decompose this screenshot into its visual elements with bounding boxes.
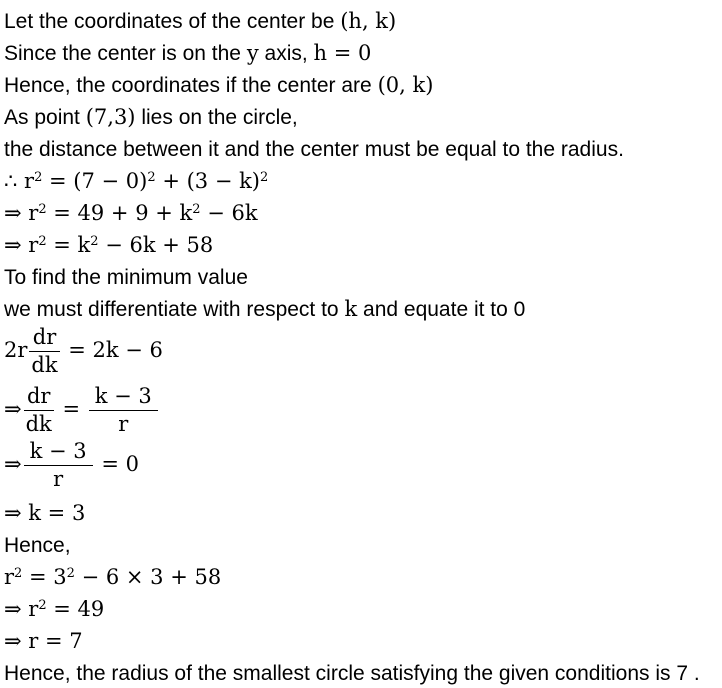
math-expression: (7,3): [85, 105, 136, 129]
line-distance-equals-radius: [4, 139, 624, 160]
text: and equate it to 0: [357, 298, 526, 321]
fraction-denominator: dk: [25, 412, 52, 436]
text: lies on the circle,: [135, 106, 298, 129]
line-center-on-y-axis: [4, 43, 371, 64]
math: ⇒: [4, 452, 22, 476]
equation-r-value: [4, 631, 83, 652]
math: = (7 − 0): [42, 169, 148, 193]
line-point-on-circle: [4, 107, 298, 128]
line-conclusion: [4, 663, 700, 684]
fraction-denominator: r: [53, 467, 64, 491]
math: = 3: [22, 565, 67, 589]
text: Let the coordinates of the center be: [4, 10, 341, 33]
equation-r-squared-value: [4, 599, 104, 620]
text: Since the center is on the: [4, 42, 247, 65]
equation-derivative-zero: [4, 441, 139, 490]
fraction: [24, 441, 93, 490]
equation-substitute: [4, 567, 221, 588]
fraction-denominator: dk: [31, 353, 58, 377]
fraction: [29, 327, 59, 376]
fraction-numerator: k − 3: [24, 441, 93, 466]
fraction: [24, 386, 54, 435]
exponent: 2: [34, 169, 43, 185]
exponent: 2: [38, 597, 47, 613]
math-expression: (0, k): [377, 73, 434, 97]
line-center-coordinates-result: [4, 75, 433, 96]
fraction: [89, 386, 158, 435]
math: ⇒: [4, 397, 22, 421]
math: + (3 − k): [155, 169, 261, 193]
line-center-coordinates: [4, 11, 396, 32]
math: = 49: [46, 597, 105, 621]
math: 2r: [4, 338, 28, 362]
math: ⇒ r = 7: [4, 629, 83, 653]
math: ⇒ r: [4, 233, 39, 257]
math: = 2k − 6: [61, 338, 163, 362]
math-variable: k: [344, 297, 358, 321]
math: = 49 + 9 + k: [46, 201, 193, 225]
fraction-numerator: dr: [24, 386, 54, 411]
exponent: 2: [260, 169, 269, 185]
math: = k: [46, 233, 91, 257]
exponent: 2: [90, 233, 99, 249]
math: − 6k: [200, 201, 258, 225]
fraction-denominator: r: [118, 412, 129, 436]
equation-expanded: [4, 203, 258, 224]
equation-derivative-ratio: [4, 386, 160, 435]
exponent: 2: [14, 565, 23, 581]
fraction-numerator: dr: [29, 327, 59, 352]
text: To find the minimum value: [4, 266, 248, 289]
text: we must differentiate with respect to: [4, 298, 345, 321]
equation-simplified: [4, 235, 213, 256]
equation-radius-squared: [4, 171, 268, 192]
text: the distance between it and the center must be equal to the radius.: [4, 138, 624, 161]
equation-derivative: [4, 327, 163, 376]
text: Hence, the coordinates if the center are: [4, 74, 378, 97]
text: Hence, the radius of the smallest circle satisfying the given conditions is 7 .: [4, 662, 700, 685]
fraction-numerator: k − 3: [89, 386, 158, 411]
exponent: 2: [38, 233, 47, 249]
exponent: 2: [66, 565, 75, 581]
exponent: 2: [192, 201, 201, 217]
line-hence: [4, 535, 71, 556]
math: − 6k + 58: [98, 233, 214, 257]
math: − 6 × 3 + 58: [74, 565, 222, 589]
math: ⇒ r: [4, 597, 39, 621]
math-expression: (h, k): [340, 9, 397, 33]
math: =: [55, 397, 87, 421]
math: r: [4, 565, 15, 589]
math: = 0: [94, 452, 139, 476]
exponent: 2: [147, 169, 156, 185]
text: axis,: [258, 42, 314, 65]
exponent: 2: [38, 201, 47, 217]
equation-k-value: [4, 503, 85, 524]
text: Hence,: [4, 534, 71, 557]
math: ∴ r: [4, 169, 35, 193]
line-find-minimum: [4, 267, 248, 288]
math: ⇒ k = 3: [4, 501, 86, 525]
math-variable: y: [246, 41, 259, 65]
text: As point: [4, 106, 86, 129]
line-differentiate: [4, 299, 525, 320]
math-expression: h = 0: [313, 41, 372, 65]
math: ⇒ r: [4, 201, 39, 225]
